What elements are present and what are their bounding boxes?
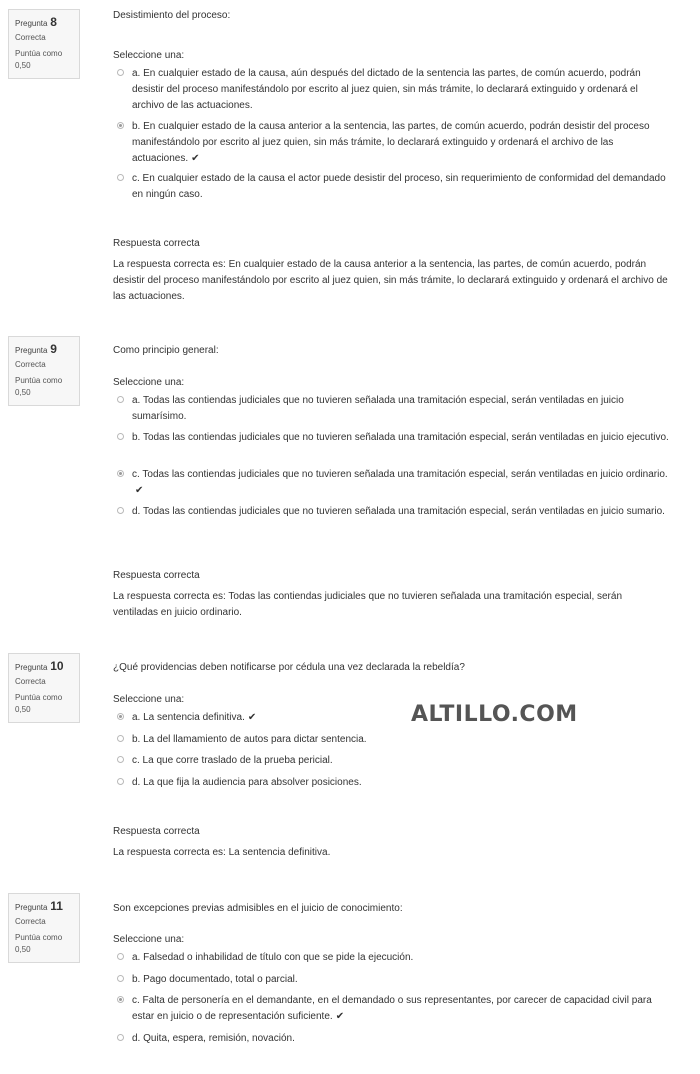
question-info — [8, 336, 80, 406]
radio-button[interactable] — [117, 996, 124, 1003]
radio-button[interactable] — [117, 470, 124, 477]
question-grade: Puntúa como 0,50 — [15, 933, 63, 954]
select-prompt: Seleccione una: — [113, 934, 185, 945]
radio-button[interactable] — [117, 713, 124, 720]
radio-button[interactable] — [117, 433, 124, 440]
question-number: Pregunta 10 — [15, 659, 64, 673]
question-state: Correcta — [15, 360, 46, 369]
feedback-text: La respuesta correcta es: La sentencia definitiva. — [113, 847, 331, 858]
question-grade: Puntúa como 0,50 — [15, 49, 63, 70]
radio-button[interactable] — [117, 953, 124, 960]
answer-option-b[interactable]: b. Todas las contiendas judiciales que no tuvieren señalada una tramitación especial, serán ventiladas en juicio ejecutivo. — [117, 430, 672, 446]
question-text: ¿Qué providencias deben notificarse por cédula una vez declarada la rebeldía? — [113, 662, 465, 673]
question-number: Pregunta 9 — [15, 342, 57, 356]
question-text: Como principio general: — [113, 345, 219, 356]
question-state: Correcta — [15, 917, 46, 926]
question-info — [8, 9, 80, 79]
select-prompt: Seleccione una: — [113, 694, 185, 705]
answer-option-a[interactable]: a. La sentencia definitiva. ✔ — [117, 710, 672, 726]
feedback-title: Respuesta correcta — [113, 238, 200, 249]
answer-option-b[interactable]: b. Pago documentado, total o parcial. — [117, 972, 672, 988]
answer-option-b[interactable]: b. En cualquier estado de la causa anterior a la sentencia, las partes, de común acuerdo, podrán desistir del proceso manifestándolo por escrito al juez quien, sin más trámite, lo declarará extinguido y ordenará el archivo de las actuaciones. ✔ — [117, 119, 672, 167]
feedback-text: La respuesta correcta es: En cualquier estado de la causa anterior a la sentencia, las partes, de común acuerdo, podrán desistir del proceso manifestándolo por escrito al juez quien, sin más trámite, lo declarará extinguido y ordenará el archivo de las actuaciones. — [113, 259, 668, 302]
answer-option-d[interactable]: d. La que fija la audiencia para absolver posiciones. — [117, 775, 672, 791]
answer-option-b[interactable]: b. La del llamamiento de autos para dictar sentencia. — [117, 732, 672, 748]
question-state: Correcta — [15, 677, 46, 686]
question-state: Correcta — [15, 33, 46, 42]
radio-button[interactable] — [117, 69, 124, 76]
radio-button[interactable] — [117, 756, 124, 763]
select-prompt: Seleccione una: — [113, 377, 185, 388]
answer-option-a[interactable]: a. Todas las contiendas judiciales que no tuvieren señalada una tramitación especial, serán ventiladas en juicio sumarísimo. — [117, 393, 672, 425]
check-icon: ✔ — [135, 485, 144, 496]
radio-button[interactable] — [117, 396, 124, 403]
question-text: Son excepciones previas admisibles en el juicio de conocimiento: — [113, 903, 403, 914]
radio-button[interactable] — [117, 735, 124, 742]
check-icon: ✔ — [335, 1011, 345, 1022]
question-info — [8, 893, 80, 963]
question-grade: Puntúa como 0,50 — [15, 376, 63, 397]
question-grade: Puntúa como 0,50 — [15, 693, 63, 714]
select-prompt: Seleccione una: — [113, 50, 185, 61]
question-number: Pregunta 11 — [15, 899, 63, 913]
radio-button[interactable] — [117, 174, 124, 181]
answer-option-a[interactable]: a. Falsedad o inhabilidad de título con que se pide la ejecución. — [117, 950, 672, 966]
answer-option-c[interactable]: c. La que corre traslado de la prueba pericial. — [117, 753, 672, 769]
answer-option-c[interactable]: c. Falta de personería en el demandante, en el demandado o sus representantes, por carecer de capacidad civil para estar en juicio o de representación suficiente. ✔ — [117, 993, 672, 1025]
radio-button[interactable] — [117, 507, 124, 514]
feedback-title: Respuesta correcta — [113, 826, 200, 837]
answer-option-d[interactable]: d. Todas las contiendas judiciales que no tuvieren señalada una tramitación especial, serán ventiladas en juicio sumario. — [117, 504, 672, 520]
answer-option-c[interactable]: c. En cualquier estado de la causa el actor puede desistir del proceso, sin requerimiento de conformidad del demandado en ningún caso. — [117, 171, 672, 203]
answer-option-d[interactable]: d. Quita, espera, remisión, novación. — [117, 1031, 672, 1047]
check-icon: ✔ — [191, 153, 200, 164]
radio-button[interactable] — [117, 778, 124, 785]
feedback-title: Respuesta correcta — [113, 570, 200, 581]
feedback-text: La respuesta correcta es: Todas las contiendas judiciales que no tuvieren señalada una tramitación especial, serán ventiladas en juicio ordinario. — [113, 591, 623, 618]
check-icon: ✔ — [247, 712, 257, 723]
question-info — [8, 653, 80, 723]
radio-button[interactable] — [117, 122, 124, 129]
watermark-logo: ALTILLO.COM — [411, 702, 578, 727]
answer-option-c[interactable]: c. Todas las contiendas judiciales que no tuvieren señalada una tramitación especial, serán ventiladas en juicio ordinario.✔ — [117, 467, 672, 499]
answer-option-a[interactable]: a. En cualquier estado de la causa, aún después del dictado de la sentencia las partes, de común acuerdo, podrán desistir del proceso manifestándolo por escrito al juez quien, sin más trámite, lo declarará extinguido y ordenará el archivo de las actuaciones. — [117, 66, 672, 114]
question-number: Pregunta 8 — [15, 15, 57, 29]
radio-button[interactable] — [117, 1034, 124, 1041]
question-text: Desistimiento del proceso: — [113, 10, 231, 21]
radio-button[interactable] — [117, 975, 124, 982]
